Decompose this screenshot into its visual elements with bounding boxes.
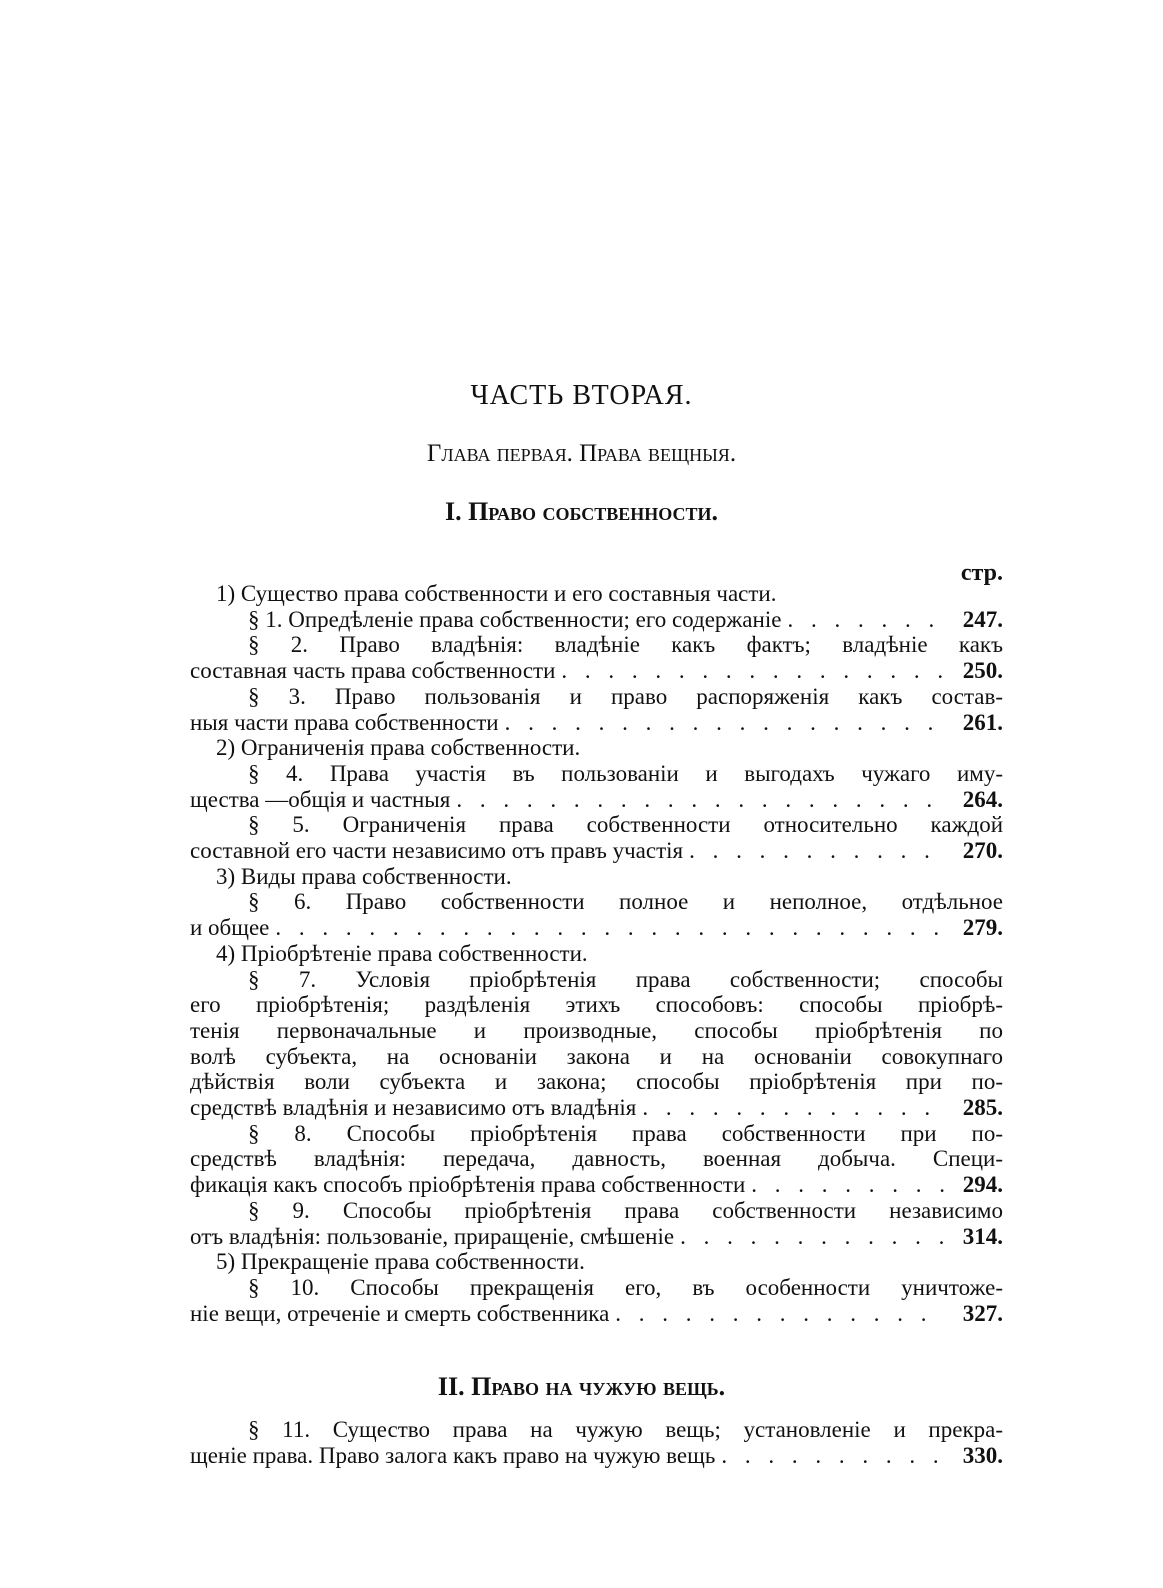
toc-entry-10 xyxy=(190,1301,1003,1327)
toc-entry-1-text: § 1. Опредѣленіе права собственности; его содержаніе xyxy=(248,606,782,632)
toc-entry-9-text: отъ владѣнія: пользованіе, приращеніе, смѣшеніе xyxy=(190,1223,675,1249)
leader-dots xyxy=(609,1301,945,1327)
section-title-2: II. Право на чужую вещь. xyxy=(437,1372,726,1401)
subsection-heading-2: 2) Ограниченія права собственности. xyxy=(216,735,581,761)
toc-entry-2-page: 250. xyxy=(962,658,1003,684)
chapter-title: Глава первая. Права вещныя. xyxy=(426,440,737,467)
toc-entry-6-line-1: § 6. Право собственности полное и неполное, отдѣльное xyxy=(248,889,1003,915)
leader-dots xyxy=(715,1443,945,1469)
leader-dots xyxy=(555,658,945,684)
leader-dots xyxy=(674,1224,945,1250)
toc-entry-6 xyxy=(190,915,1003,941)
toc-entry-7-line-1: § 7. Условія пріобрѣтенія права собственности; способы xyxy=(248,966,1003,992)
toc-entry-2-text: составная часть права собственности xyxy=(190,658,556,684)
part-title: ЧАСТЬ ВТОРАЯ. xyxy=(470,380,693,411)
leader-dots xyxy=(499,710,945,736)
toc-entry-6-text: и общее xyxy=(190,915,270,941)
subsection-heading-3: 3) Виды права собственности. xyxy=(216,863,512,889)
toc-entry-7-line-4: волѣ субъекта, на основаніи закона и на основаніи совокупнаго xyxy=(190,1043,1003,1069)
toc-entry-8-line-1: § 8. Способы пріобрѣтенія права собственности при по- xyxy=(248,1120,1003,1146)
toc-entry-3-page: 261. xyxy=(962,709,1003,735)
toc-entry-3-text: ныя части права собственности xyxy=(190,709,499,735)
leader-dots xyxy=(269,915,945,941)
toc-entry-9 xyxy=(190,1224,1003,1250)
toc-entry-7-line-2: его пріобрѣтенія; раздѣленія этихъ способовъ: способы пріобрѣ- xyxy=(190,992,1003,1018)
toc-entry-4-text: щества —общія и частныя xyxy=(190,786,451,812)
toc-entry-11 xyxy=(190,1443,1003,1469)
leader-dots xyxy=(745,1172,945,1198)
toc-entry-4 xyxy=(190,787,1003,813)
toc-entry-2-line-1: § 2. Право владѣнія: владѣніе какъ фактъ; владѣніе какъ xyxy=(248,632,1003,658)
toc-entry-7-text: средствѣ владѣнія и независимо отъ владѣнія xyxy=(190,1095,637,1121)
table-of-contents-2 xyxy=(190,1417,1003,1468)
leader-dots xyxy=(636,1095,945,1121)
leader-dots xyxy=(683,838,945,864)
toc-entry-11-line-1: § 11. Существо права на чужую вещь; установленіе и прекра- xyxy=(248,1417,1003,1442)
page-column-header: стр. xyxy=(960,560,1003,586)
toc-entry-4-page: 264. xyxy=(962,786,1003,812)
toc-entry-11-text: щеніе права. Право залога какъ право на чужую вещь xyxy=(190,1442,716,1468)
toc-entry-5 xyxy=(190,838,1003,864)
toc-entry-9-page: 314. xyxy=(962,1223,1003,1249)
toc-entry-7 xyxy=(190,1095,1003,1121)
subsection-heading-4: 4) Пріобрѣтеніе права собственности. xyxy=(216,940,588,966)
toc-entry-1 xyxy=(190,607,1003,633)
section-title-1: I. Право собственности. xyxy=(444,497,719,526)
subsection-heading-1: 1) Существо права собственности и его составныя части. xyxy=(216,581,777,606)
toc-entry-1-page: 247. xyxy=(962,606,1003,632)
toc-entry-3-line-1: § 3. Право пользованія и право распоряженія какъ состав- xyxy=(248,683,1003,709)
toc-entry-5-page: 270. xyxy=(962,838,1003,864)
toc-entry-7-line-3: тенія первоначальные и производные, способы пріобрѣтенія по xyxy=(190,1017,1003,1043)
toc-entry-8-line-2: средствѣ владѣнія: передача, давность, военная добыча. Специ- xyxy=(190,1146,1003,1172)
toc-entry-9-line-1: § 9. Способы пріобрѣтенія права собственности независимо xyxy=(248,1197,1003,1223)
toc-entry-7-page: 285. xyxy=(962,1095,1003,1121)
table-of-contents xyxy=(190,581,1003,1326)
toc-entry-10-page: 327. xyxy=(962,1300,1003,1326)
leader-dots xyxy=(781,607,945,633)
toc-entry-8 xyxy=(190,1172,1003,1198)
subsection-heading-5: 5) Прекращеніе права собственности. xyxy=(216,1249,585,1275)
toc-entry-2 xyxy=(190,658,1003,684)
leader-dots xyxy=(450,787,945,813)
toc-entry-7-line-5: дѣйствія воли субъекта и закона; способы пріобрѣтенія при по- xyxy=(190,1069,1003,1095)
toc-entry-5-text: составной его части независимо отъ правъ участія xyxy=(190,838,684,864)
toc-entry-6-page: 279. xyxy=(962,915,1003,941)
toc-entry-8-page: 294. xyxy=(962,1172,1003,1198)
toc-entry-5-line-1: § 5. Ограниченія права собственности относительно каждой xyxy=(248,812,1003,838)
toc-entry-4-line-1: § 4. Права участія въ пользованіи и выгодахъ чужаго иму- xyxy=(248,760,1003,786)
toc-entry-10-text: ніе вещи, отреченіе и смерть собственника xyxy=(190,1300,610,1326)
toc-entry-10-line-1: § 10. Способы прекращенія его, въ особенности уничтоже- xyxy=(248,1274,1003,1300)
toc-entry-8-text: фикація какъ способъ пріобрѣтенія права собственности xyxy=(190,1172,746,1198)
toc-entry-11-page: 330. xyxy=(962,1442,1003,1468)
toc-entry-3 xyxy=(190,710,1003,736)
